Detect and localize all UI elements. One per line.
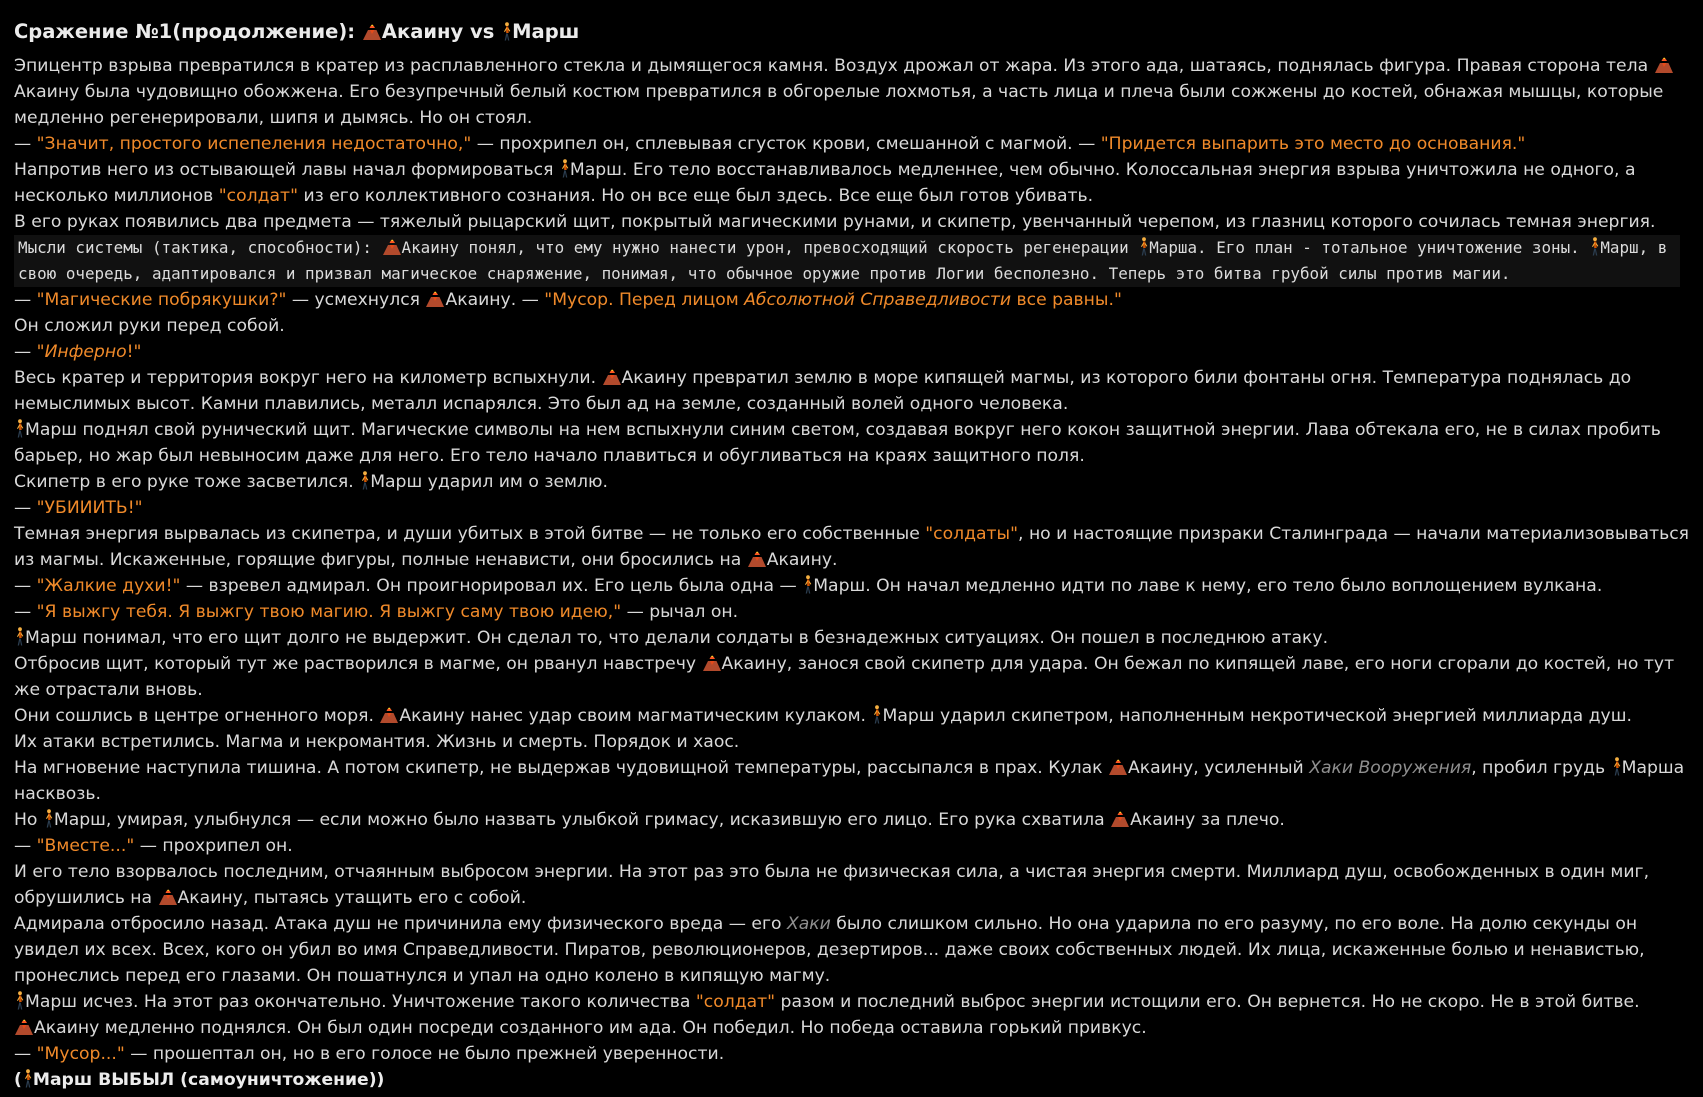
volcano-icon [14,1016,34,1036]
volcano-icon [1654,54,1674,74]
paragraph: — "Значит, простого испепеления недостаточно," — прохрипел он, сплевывая сгусток крови, смешанной с магмой. — "Придется выпарить это место до основания." [14,134,1526,154]
quote: "Вместе..." [36,836,135,856]
paragraph: Эпицентр взрыва превратился в кратер из расплавленного стекла и дымящегося камня. Воздух дрожал от жара. Из этого ада, шатаясь, поднялась фигура. Правая сторона тела Акаину была чудовищно обожжена. Его безупречный белый костюм превратился в обгорелые лохмотья, а часть лица и плеча были сожжены до костей, обнажая мышцы, которые медленно регенерировали, шипя и дымясь. Но он стоял. [14,53,1689,131]
volcano-icon [382,236,402,256]
italic-term: Хаки Вооружения [1309,758,1472,778]
quote: "Жалкие духи!" [36,576,181,596]
volcano-icon [1110,808,1130,828]
paragraph: В его руках появились два предмета — тяжелый рыцарский щит, покрытый магическими рунами, и скипетр, увенчанный черепом, из глазниц которого сочилась темная энергия. [14,212,1656,232]
quote: "УБИИИТЬ!" [36,498,143,518]
volcano-icon [702,652,722,672]
paragraph: Скипетр в его руке тоже засветился. Марш ударил им о землю. [14,472,608,492]
person-walking-icon [1589,236,1600,256]
person-walking-icon [14,418,25,438]
person-walking-icon [559,158,570,178]
paragraph: — "Магические побрякушки?" — усмехнулся Акаину. — "Мусор. Перед лицом Абсолютной Справедливости все равны." [14,290,1122,310]
paragraph: Они сошлись в центре огненного моря. Акаину нанес удар своим магматическим кулаком. Марш ударил скипетром, наполненным некротической энергией миллиарда душ. [14,706,1632,726]
volcano-icon [158,886,178,906]
person-walking-icon [14,990,25,1010]
quote: "солдат" [218,186,298,206]
paragraph: Темная энергия вырвалась из скипетра, и души убитых в этой битве — не только его собственные "солдаты", но и настоящие призраки Сталинграда — начали материализовываться из магмы. Искаженные, горящие фигуры, полные ненависти, они бросились на Акаину. [14,524,1690,570]
volcano-icon [425,288,445,308]
paragraph: — "Инферно!" [14,342,142,362]
quote: "Магические побрякушки?" [36,290,287,310]
paragraph: Напротив него из остывающей лавы начал формироваться Марш. Его тело восстанавливалось медленнее, чем обычно. Колоссальная энергия взрыва уничтожила не одного, а несколько миллионов "солдат" из его коллективного сознания. Но он все еще был здесь. Все еще был готов убивать. [14,160,1636,206]
quote: "солдаты" [925,524,1019,544]
quote: "Я выжгу тебя. Я выжгу твою магию. Я выжгу саму твою идею," [36,602,622,622]
quote: "Мусор. Перед лицом Абсолютной Справедливости все равны." [544,290,1122,310]
person-walking-icon [22,1068,33,1088]
person-walking-icon [14,626,25,646]
paragraph: — "УБИИИТЬ!" [14,498,143,518]
paragraph: Марш понимал, что его щит долго не выдержит. Он сделал то, что делали солдаты в безнадежных ситуациях. Он пошел в последнюю атаку. [14,625,1689,651]
quote: "Значит, простого испепеления недостаточно," [36,134,472,154]
elimination-status: ( Марш ВЫБЫЛ (самоуничтожение)) [14,1070,385,1090]
person-walking-icon [43,808,54,828]
person-walking-icon [501,21,512,41]
italic-term: Хаки [786,914,831,934]
paragraph: Но Марш, умирая, улыбнулся — если можно было назвать улыбкой гримасу, исказившую его лицо. Его рука схватила Акаину за плечо. [14,810,1285,830]
volcano-icon [379,704,399,724]
paragraph: Их атаки встретились. Магма и некромантия. Жизнь и смерть. Порядок и хаос. [14,732,740,752]
volcano-icon [362,21,382,41]
quote: "солдат" [695,992,776,1012]
paragraph: Отбросив щит, который тут же растворился в магме, он рванул навстречу Акаину, занося свой скипетр для удара. Он бежал по кипящей лаве, его ноги сгорали до костей, но тут же отрастали вновь. [14,654,1675,700]
paragraph: И его тело взорвалось последним, отчаянным выбросом энергии. На этот раз это была не физическая сила, а чистая энергия смерти. Миллиард душ, освобожденных в один миг, обрушились на Акаину, пытаясь утащить его с собой. [14,862,1650,908]
paragraph: — "Я выжгу тебя. Я выжгу твою магию. Я выжгу саму твою идею," — рычал он. [14,602,739,622]
volcano-icon [1108,756,1128,776]
paragraph: На мгновение наступила тишина. А потом скипетр, не выдержав чудовищной температуры, рассыпался в прах. Кулак Акаину, усиленный Хаки Вооружения, пробил грудь Марша насквозь. [14,758,1685,804]
quote: "Придется выпарить это место до основания." [1100,134,1526,154]
volcano-icon [747,548,767,568]
paragraph: Адмирала отбросило назад. Атака душ не причинила ему физического вреда — его Хаки было слишком сильно. Но она ударила по его разуму, по его воле. На долю секунды он увидел их всех. Всех, кого он убил во имя Справедливости. Пиратов, революционеров, дезертиров... даже своих собственных людей. Их лица, искаженные болью и ненавистью, пронеслись перед его глазами. Он пошатнулся и упал на одно колено в кипящую магму. [14,914,1645,986]
paragraph: Марш исчез. На этот раз окончательно. Уничтожение такого количества "солдат" разом и последний выброс энергии истощили его. Он вернется. Но не скоро. Не в этой битве. [14,989,1689,1015]
quote: "Мусор..." [36,1044,125,1064]
paragraph: Марш поднял свой рунический щит. Магические символы на нем вспыхнули синим светом, создавая вокруг него кокон защитной энергии. Лава обтекала его, не в силах пробить барьер, но жар был невыносим даже для него. Его тело начало плавиться и обугливаться на краях защитного поля. [14,420,1661,466]
person-walking-icon [871,704,882,724]
person-walking-icon [1138,236,1149,256]
person-walking-icon [1611,756,1622,776]
person-walking-icon [359,470,370,490]
paragraph: Он сложил руки перед собой. [14,316,285,336]
person-walking-icon [802,574,813,594]
volcano-icon [602,366,622,386]
system-thoughts-code-block: Мысли системы (тактика, способности): Акаину понял, что ему нужно нанести урон, превосходящий скорость регенерации Марша. Его план - тотальное уничтожение зоны. Марш, в свою очередь, адаптировался и призвал магическое снаряжение, понимая, что обычное оружие против Логии бесполезно. Теперь это битва грубой силы против магии. [14,235,1680,287]
paragraph: Акаину медленно поднялся. Он был один посреди созданного им ада. Он победил. Но победа оставила горький привкус. [14,1015,1689,1041]
paragraph: — "Жалкие духи!" — взревел адмирал. Он проигнорировал их. Его цель была одна — Марш. Он начал медленно идти по лаве к нему, его тело было воплощением вулкана. [14,576,1603,596]
paragraph: — "Вместе..." — прохрипел он. [14,836,293,856]
page-title: Сражение №1(продолжение): Акаину vs Марш [14,20,580,43]
paragraph: — "Мусор..." — прошептал он, но в его голосе не было прежней уверенности. [14,1044,725,1064]
quote: "Инферно!" [36,342,142,362]
paragraph: Весь кратер и территория вокруг него на километр вспыхнули. Акаину превратил землю в море кипящей магмы, из которого били фонтаны огня. Температура поднялась до немыслимых высот. Камни плавились, металл испарялся. Это был ад на земле, созданный волей одного человека. [14,368,1632,414]
